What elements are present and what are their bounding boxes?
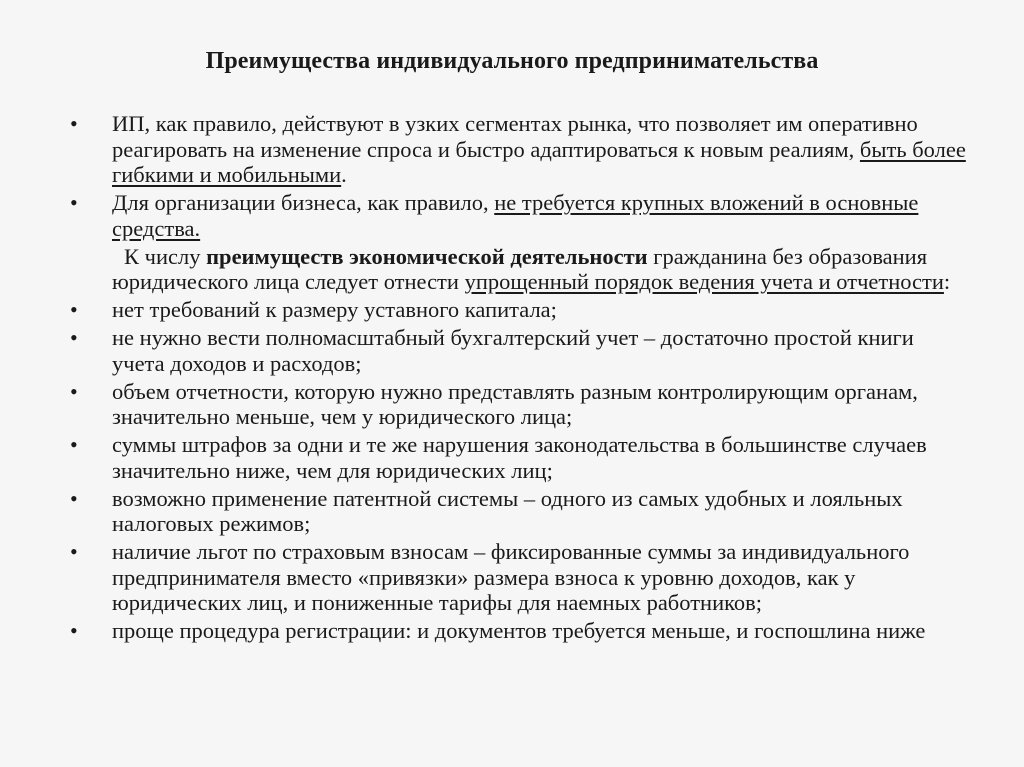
bullet-item-investments (66, 190, 966, 241)
slide-title: Преимущества индивидуального предпринимательства (205, 48, 819, 74)
bullet-icon: • (70, 432, 78, 457)
bullet-icon: • (70, 485, 78, 511)
list-item (66, 297, 966, 323)
item-underlined-text: быть более гибкими и мобильными (112, 136, 966, 187)
para-underlined-text: упрощенный порядок ведения учета и отчетности (464, 269, 944, 294)
bullet-icon: • (70, 378, 78, 404)
bullet-icon: • (70, 297, 78, 322)
list-item (66, 432, 966, 483)
list-item (66, 325, 966, 376)
list-item-text: объем отчетности, которую нужно представлять разным контролирующим органам, значительно меньше, чем у юридического лица; (112, 378, 918, 429)
list-item-text: нет требований к размеру уставного капитала; (112, 297, 557, 322)
bullet-item-flexibility (66, 111, 966, 188)
bullet-icon: • (70, 190, 78, 215)
list-item-text: не нужно вести полномасштабный бухгалтерский учет – достаточно простой книги учета доходов и расходов; (112, 325, 914, 376)
list-item (66, 539, 966, 616)
bullet-icon: • (70, 618, 78, 643)
list-item-text: возможно применение патентной системы – одного из самых удобных и лояльных налоговых режимов; (112, 485, 903, 536)
list-item-text: проще процедура регистрации: и документов требуется меньше, и госпошлина ниже (112, 618, 926, 643)
para-text-end: : (943, 269, 951, 294)
bullet-icon: • (70, 111, 78, 136)
slide-content (66, 111, 966, 646)
list-item (66, 618, 966, 644)
para-text: К числу (124, 243, 207, 269)
item-underlined-text: не требуется крупных вложений в основные средства. (112, 190, 919, 241)
item-text-end: . (341, 162, 347, 187)
item-text: Для организации бизнеса, как правило, (112, 190, 495, 215)
list-item (66, 379, 966, 430)
bullet-icon: • (70, 539, 78, 564)
paragraph-advantages (66, 244, 966, 295)
bullet-icon: • (70, 325, 78, 350)
list-item (66, 486, 966, 537)
para-text-middle: гражданина без образования юридического лица следует отнести (112, 243, 928, 294)
para-bold-text: преимуществ экономической деятельности (206, 243, 648, 269)
list-item-text: суммы штрафов за одни и те же нарушения законодательства в большинстве случаев значительно ниже, чем для юридических лиц; (112, 432, 927, 483)
item-text: ИП, как правило, действуют в узких сегментах рынка, что позволяет им оперативно реагировать на изменение спроса и быстро адаптироваться к новым реалиям, (112, 111, 918, 162)
list-item-text: наличие льгот по страховым взносам – фиксированные суммы за индивидуального предпринимателя вместо «привязки» размера взноса к уровню доходов, как у юридических лиц, и пониженные тарифы для наемных работников; (112, 539, 910, 615)
